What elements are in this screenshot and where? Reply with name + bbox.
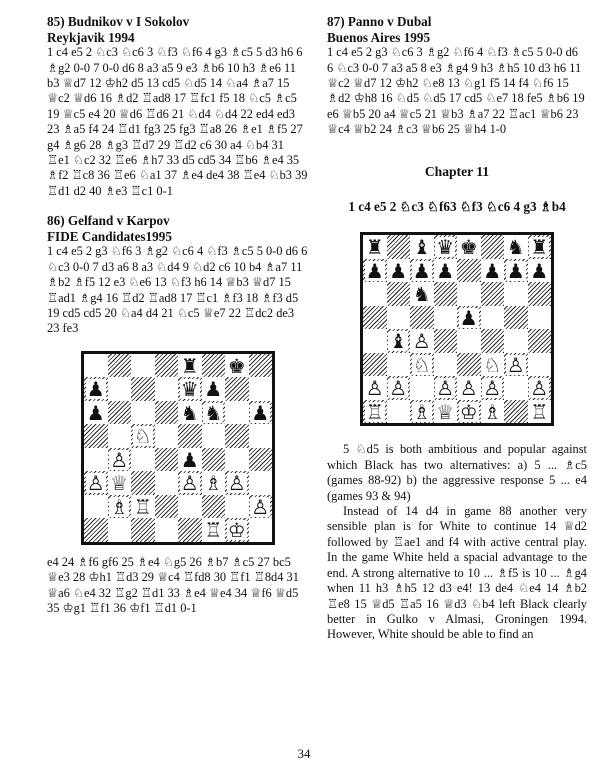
chess-piece: ♙ <box>180 471 199 496</box>
board-square <box>131 424 155 448</box>
board-square <box>481 259 505 283</box>
board-square <box>225 377 249 401</box>
game-86-title: 86) Gelfand v Karpov <box>47 213 170 229</box>
board-square <box>225 448 249 472</box>
chess-piece: ♟ <box>365 258 384 283</box>
board-square <box>363 235 387 259</box>
board-square <box>155 495 179 519</box>
chess-piece: ♞ <box>506 235 525 260</box>
chess-piece: ♙ <box>483 376 502 401</box>
chess-piece: ♙ <box>86 471 105 496</box>
board-square <box>387 282 411 306</box>
board-square <box>457 400 481 424</box>
chess-piece: ♟ <box>86 400 105 425</box>
board-square <box>225 354 249 378</box>
chess-board-2 <box>363 235 551 423</box>
board-square <box>410 259 434 283</box>
game-85 <box>47 14 309 199</box>
game-87-place: Buenos Aires 1995 <box>327 29 431 45</box>
board-square <box>481 329 505 353</box>
board-square <box>457 376 481 400</box>
board-square <box>504 235 528 259</box>
chess-piece: ♖ <box>530 399 549 424</box>
board-square <box>363 329 387 353</box>
board-square <box>387 400 411 424</box>
chess-piece: ♔ <box>459 399 478 424</box>
chess-piece: ♝ <box>389 329 408 354</box>
board-square <box>528 353 552 377</box>
game-85-moves: 1 c4 e5 2 ♘c3 ♘c6 3 ♘f3 ♘f6 4 g3 ♗c5 5 d3 h6 6 ♗g2 0-0 7 0-0 d6 8 a3 a5 9 e3 ♗b6 10 h3 ♗e6 11 b3 ♕d7 12 ♔h2 d5 13 cd5 ♘d5 14 ♘a4 ♗a7 15 ♕c2 ♕d6 16 ♗d2 ♖ad8 17 ♖fc1 f5 18 ♘c5 ♗c5 19 ♕c5 e4 20 ♕d6 ♖d6 21 ♘d4 ♘d4 22 ed4 ed3 23 ♗a5 f4 24 ♖d1 fg3 25 fg3 ♖a8 26 ♗e1 ♗f5 27 g4 ♗g6 28 ♗g3 ♖d7 29 ♖d2 c6 30 a4 ♘b4 31 ♖e1 ♘c2 32 ♖e6 ♗h7 33 d5 cd5 34 ♖b6 ♗e4 35 ♗f2 ♖c8 36 ♖e6 ♘a1 37 ♗e4 de4 38 ♖e4 ♘b3 39 ♖d1 d2 40 ♗e3 ♖c1 0-1 <box>47 45 308 198</box>
board-square <box>178 518 202 542</box>
page-number: 34 <box>297 746 311 761</box>
board-square <box>481 235 505 259</box>
board-square <box>481 353 505 377</box>
chess-piece: ♝ <box>412 235 431 260</box>
board-square <box>363 259 387 283</box>
board-square <box>155 424 179 448</box>
board-square <box>481 400 505 424</box>
board-square <box>528 235 552 259</box>
board-square <box>178 377 202 401</box>
board-square <box>131 377 155 401</box>
board-square <box>504 282 528 306</box>
board-square <box>410 235 434 259</box>
board-square <box>131 471 155 495</box>
chess-piece: ♞ <box>180 400 199 425</box>
chess-piece: ♘ <box>133 424 152 449</box>
board-square <box>249 448 273 472</box>
board-square <box>225 495 249 519</box>
board-square <box>202 518 226 542</box>
board-square <box>249 424 273 448</box>
board-square <box>202 424 226 448</box>
board-square <box>249 518 273 542</box>
board-square <box>457 235 481 259</box>
game-86-place: FIDE Candidates1995 <box>47 228 172 244</box>
board-square <box>481 306 505 330</box>
chess-piece: ♟ <box>251 400 270 425</box>
board-square <box>434 376 458 400</box>
board-square <box>434 282 458 306</box>
board-square <box>457 306 481 330</box>
board-square <box>84 471 108 495</box>
board-square <box>528 329 552 353</box>
chess-piece: ♙ <box>530 376 549 401</box>
board-square <box>131 448 155 472</box>
board-square <box>108 471 132 495</box>
board-square <box>434 235 458 259</box>
chess-piece: ♜ <box>365 235 384 260</box>
board-square <box>178 448 202 472</box>
board-square <box>410 353 434 377</box>
game-87 <box>327 14 587 138</box>
chess-board-1 <box>84 354 272 542</box>
board-square <box>434 259 458 283</box>
board-square <box>131 495 155 519</box>
opening-line: 1 c4 e5 2 ♘c3 ♘f63 ♘f3 ♘c6 4 g3 ♗b4 <box>348 199 566 215</box>
game-87-title: 87) Panno v Dubal <box>327 14 432 29</box>
chess-piece: ♟ <box>459 305 478 330</box>
board-square <box>457 282 481 306</box>
board-square <box>249 354 273 378</box>
board-square <box>108 448 132 472</box>
board-square <box>155 401 179 425</box>
board-square <box>457 329 481 353</box>
board-square <box>504 376 528 400</box>
board-square <box>249 495 273 519</box>
chess-piece: ♜ <box>180 353 199 378</box>
board-square <box>387 235 411 259</box>
chess-piece: ♗ <box>110 494 129 519</box>
board-square <box>387 259 411 283</box>
board-square <box>387 353 411 377</box>
board-square <box>84 448 108 472</box>
game-86-continuation: e4 24 ♗f6 gf6 25 ♗e4 ♘g5 26 ♗b7 ♗c5 27 bc5 ♕e3 28 ♔h1 ♖d3 29 ♕c4 ♖fd8 30 ♖f1 ♖8d4 31 ♕a6 ♘e4 32 ♖g2 ♖d1 33 ♗e4 ♕e4 34 ♕f6 ♕d5 35 ♔g1 ♖f1 36 ♔f1 ♖d1 0-1 <box>47 554 299 616</box>
board-square <box>528 376 552 400</box>
chess-piece: ♘ <box>412 352 431 377</box>
board-square <box>249 471 273 495</box>
chess-piece: ♗ <box>204 471 223 496</box>
board-square <box>108 377 132 401</box>
board-square <box>410 282 434 306</box>
chess-piece: ♚ <box>227 353 246 378</box>
chess-piece: ♙ <box>436 376 455 401</box>
board-square <box>202 354 226 378</box>
commentary-paragraph-2: Instead of 14 d4 in game 88 another very sensible plan is for White to continue 14 ♕d2 followed by ♖ae1 and f4 with active central play. In the game White held a spacial advantage to the end. A strong alternative to 10 ... ♗f5 is 10 ... ♗g4 when 11 h3 ♗h5 12 d3 e4! 13 de4 ♘e4 14 ♗b2 ♖e8 15 ♕d5 ♖a5 16 ♕d3 ♘b4 left Black clearly better in Gulko v Almasi, Groningen 1994. However, White should be able to find an <box>327 504 587 642</box>
board-square <box>108 518 132 542</box>
board-square <box>225 401 249 425</box>
board-square <box>225 471 249 495</box>
board-square <box>457 259 481 283</box>
game-86-moves: 1 c4 e5 2 g3 ♘f6 3 ♗g2 ♘c6 4 ♘f3 ♗c5 5 0-0 d6 6 ♘c3 0-0 7 d3 a6 8 a3 ♘d4 9 ♘d2 c6 10 b4 ♗a7 11 ♗b2 ♗f5 12 e3 ♘e6 13 ♘f3 h6 14 ♕b3 ♕d7 15 ♖ad1 ♗g4 16 ♖d2 ♖ad8 17 ♖c1 ♗f3 18 ♗f3 d5 19 cd5 cd5 20 ♘a4 d4 21 ♘c5 ♕e7 22 ♖dc2 de3 23 fe3 <box>47 244 308 336</box>
chess-piece: ♕ <box>436 399 455 424</box>
chess-piece: ♟ <box>436 258 455 283</box>
chess-piece: ♙ <box>506 352 525 377</box>
board-square <box>528 400 552 424</box>
commentary-paragraph-1: 5 ♘d5 is both ambitious and popular against which Black has two alternatives: a) 5 ... ♗c5 (games 88-92) b) the aggressive response 5 ... e4 (games 93 & 94) <box>327 442 587 503</box>
board-square <box>178 354 202 378</box>
board-square <box>249 401 273 425</box>
board-square <box>481 376 505 400</box>
board-square <box>387 329 411 353</box>
board-square <box>131 354 155 378</box>
board-square <box>178 495 202 519</box>
chess-piece: ♟ <box>483 258 502 283</box>
board-square <box>504 353 528 377</box>
board-square <box>363 353 387 377</box>
chess-diagram-game-86 <box>81 351 275 545</box>
game-85-place: Reykjavik 1994 <box>47 29 135 45</box>
chess-piece: ♛ <box>180 377 199 402</box>
board-square <box>481 282 505 306</box>
board-square <box>178 401 202 425</box>
game-85-title: 85) Budnikov v I Sokolov <box>47 14 190 29</box>
chess-piece: ♙ <box>389 376 408 401</box>
game-87-moves: 1 c4 e5 2 g3 ♘c6 3 ♗g2 ♘f6 4 ♘f3 ♗c5 5 0-0 d6 6 ♘c3 0-0 7 a3 a5 8 e3 ♗g4 9 h3 ♗h5 10 d3 h6 11 ♕c2 ♕d7 12 ♔h2 ♘e8 13 ♘g1 f5 14 f4 ♘f6 15 ♗d2 ♔h8 16 ♘d5 ♘d5 17 cd5 ♘e7 18 fe5 ♗b6 19 e6 ♕b5 20 a4 ♕c5 21 ♕b3 ♗a7 22 ♖ac1 ♕b6 23 ♕c4 ♕b2 24 ♗c3 ♕b6 25 ♕h4 1-0 <box>327 45 585 137</box>
board-square <box>363 400 387 424</box>
chess-piece: ♙ <box>110 447 129 472</box>
board-square <box>410 400 434 424</box>
chess-piece: ♙ <box>365 376 384 401</box>
board-square <box>249 377 273 401</box>
board-square <box>131 518 155 542</box>
board-square <box>387 306 411 330</box>
game-86 <box>47 213 309 337</box>
chess-piece: ♖ <box>133 494 152 519</box>
board-square <box>434 329 458 353</box>
board-square <box>108 495 132 519</box>
board-square <box>108 401 132 425</box>
board-square <box>528 259 552 283</box>
chess-piece: ♟ <box>204 377 223 402</box>
chess-piece: ♟ <box>530 258 549 283</box>
chess-diagram-chapter-11 <box>360 232 554 426</box>
board-square <box>155 448 179 472</box>
chess-piece: ♖ <box>204 518 223 543</box>
board-square <box>225 518 249 542</box>
board-square <box>363 306 387 330</box>
chess-piece: ♘ <box>483 352 502 377</box>
chess-piece: ♟ <box>389 258 408 283</box>
board-square <box>178 424 202 448</box>
chess-piece: ♙ <box>459 376 478 401</box>
chess-piece: ♟ <box>506 258 525 283</box>
board-square <box>363 376 387 400</box>
board-square <box>155 518 179 542</box>
left-column <box>47 14 309 617</box>
board-square <box>434 400 458 424</box>
chess-piece: ♞ <box>412 282 431 307</box>
board-square <box>410 376 434 400</box>
board-square <box>84 518 108 542</box>
chess-piece: ♟ <box>180 447 199 472</box>
board-square <box>225 424 249 448</box>
chess-piece: ♕ <box>110 471 129 496</box>
board-square <box>84 401 108 425</box>
chess-piece: ♟ <box>86 377 105 402</box>
board-square <box>155 354 179 378</box>
chess-piece: ♛ <box>436 235 455 260</box>
board-square <box>108 354 132 378</box>
chess-piece: ♜ <box>530 235 549 260</box>
chess-piece: ♙ <box>227 471 246 496</box>
board-square <box>202 448 226 472</box>
board-square <box>434 306 458 330</box>
board-square <box>108 424 132 448</box>
chess-piece: ♗ <box>412 399 431 424</box>
board-square <box>202 401 226 425</box>
board-square <box>84 377 108 401</box>
board-square <box>155 471 179 495</box>
chess-piece: ♞ <box>204 400 223 425</box>
board-square <box>504 259 528 283</box>
board-square <box>504 400 528 424</box>
board-square <box>410 329 434 353</box>
board-square <box>84 495 108 519</box>
chess-piece: ♗ <box>483 399 502 424</box>
right-column <box>327 14 587 643</box>
chess-piece: ♟ <box>412 258 431 283</box>
board-square <box>457 353 481 377</box>
chess-piece: ♙ <box>412 329 431 354</box>
board-square <box>202 377 226 401</box>
board-square <box>84 424 108 448</box>
board-square <box>387 376 411 400</box>
chess-piece: ♖ <box>365 399 384 424</box>
chess-piece: ♙ <box>251 494 270 519</box>
board-square <box>178 471 202 495</box>
board-square <box>155 377 179 401</box>
board-square <box>202 471 226 495</box>
board-square <box>504 329 528 353</box>
chapter-heading: Chapter 11 <box>424 163 490 179</box>
board-square <box>131 401 155 425</box>
board-square <box>363 282 387 306</box>
chess-piece: ♚ <box>459 235 478 260</box>
board-square <box>202 495 226 519</box>
board-square <box>434 353 458 377</box>
board-square <box>528 282 552 306</box>
board-square <box>504 306 528 330</box>
board-square <box>410 306 434 330</box>
board-square <box>84 354 108 378</box>
chess-piece: ♔ <box>227 518 246 543</box>
board-square <box>528 306 552 330</box>
